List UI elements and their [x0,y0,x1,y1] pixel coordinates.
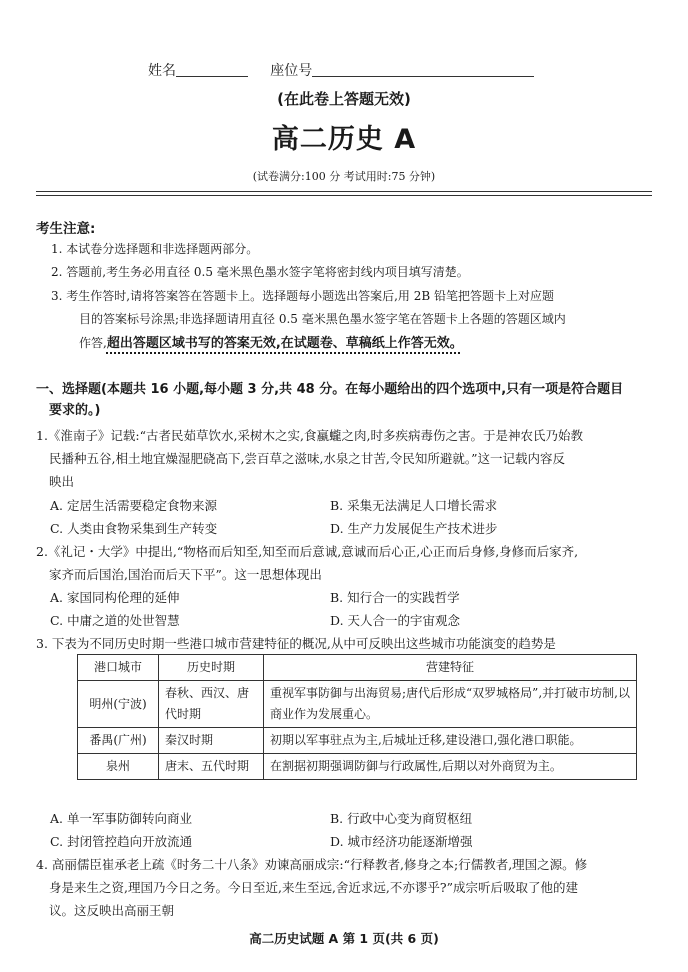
notice-item-2: 2. 答题前,考生务必用直径 0.5 毫米黑色墨水签字笔将密封线内项目填写清楚。 [51,265,469,279]
question-3-option-a[interactable]: A. 单一军事防御转向商业 [50,811,192,826]
notice-item-3-line2: 目的答案标号涂黑;非选择题请用直径 0.5 毫米黑色墨水签字笔在答题卡上各题的答题区域内 [79,312,566,326]
table-row [78,681,637,728]
table-cell-city: 泉州 [78,754,159,780]
table-header-row [78,655,637,681]
page-footer: 高二历史试题 A 第 1 页(共 6 页) [249,931,439,946]
header-fields [148,60,534,80]
question-1-option-a[interactable]: A. 定居生活需要稳定食物来源 [50,498,217,513]
table-header-city: 港口城市 [78,655,159,681]
question-2-line1: 2.《礼记・大学》中提出,“物格而后知至,知至而后意诚,意诚而后心正,心正而后身修,身修而后家齐, [36,544,579,559]
table-row [78,754,637,780]
table-row [78,728,637,754]
seat-label: 座位号 [270,63,313,79]
notice-item-3-line1: 3. 考生作答时,请将答案答在答题卡上。选择题每小题选出答案后,用 2B 铅笔把答题卡上对应题 [51,289,554,303]
question-4-line2: 身是来生之资,理国乃今日之务。今日至近,来生至远,舍近求远,不亦谬乎?”成宗听后吸取了他的建 [49,880,578,895]
question-3-line1: 3. 下表为不同历史时期一些港口城市营建特征的概况,从中可反映出这些城市功能演变的趋势是 [36,636,556,651]
question-3-option-d[interactable]: D. 城市经济功能逐渐增强 [330,834,473,849]
page-title: 高二历史 A [271,124,417,155]
table-cell-city: 明州(宁波) [78,681,159,728]
table-header-feature: 营建特征 [264,655,637,681]
name-label: 姓名 [148,63,176,79]
header-rule-thin [36,195,652,196]
table-header-period: 历史时期 [159,655,264,681]
question-2-option-d[interactable]: D. 天人合一的宇宙观念 [330,613,461,628]
notice-heading: 考生注意: [36,221,96,237]
seat-blank [312,62,534,77]
question-3-option-c[interactable]: C. 封闭管控趋向开放流通 [50,834,193,849]
table-cell-period: 唐末、五代时期 [159,754,264,780]
question-2-line2: 家齐而后国治,国治而后天下平”。这一思想体现出 [49,567,322,582]
notice-item-1: 1. 本试卷分选择题和非选择题两部分。 [51,242,259,256]
exam-info: (试卷满分:100 分 考试用时:75 分钟) [252,170,436,183]
question-1-option-d[interactable]: D. 生产力发展促生产技术进步 [330,521,498,536]
question-2-option-b[interactable]: B. 知行合一的实践哲学 [330,590,460,605]
table-cell-city: 番禺(广州) [78,728,159,754]
section-heading-cont: 要求的。) [49,403,101,418]
question-1-option-c[interactable]: C. 人类由食物采集到生产转变 [50,521,218,536]
notice-emphasis: 超出答题区域书写的答案无效,在试题卷、草稿纸上作答无效。 [106,336,463,351]
question-4-line1: 4. 高丽儒臣崔承老上疏《时务二十八条》劝谏高丽成宗:“行释教者,修身之本;行儒教者,理国之源。修 [36,857,588,872]
question-1-line2: 民播种五谷,相土地宜燥湿肥硗高下,尝百草之滋味,水泉之甘苦,令民知所避就。”这一记载内容反 [49,451,566,466]
section-heading: 一、选择题(本题共 16 小题,每小题 3 分,共 48 分。在每小题给出的四个选项中,只有一项是符合题目 [36,382,624,397]
question-2-option-c[interactable]: C. 中庸之道的处世智慧 [50,613,180,628]
question-3-table [77,654,637,780]
question-3-option-b[interactable]: B. 行政中心变为商贸枢纽 [330,811,473,826]
notice-item-3-line3 [79,332,463,351]
table-cell-period: 春秋、西汉、唐代时期 [159,681,264,728]
question-2-option-a[interactable]: A. 家国同构伦理的延伸 [50,590,180,605]
invalid-note: (在此卷上答题无效) [277,90,411,108]
notice-item-3-prefix: 作答, [79,336,107,350]
table-cell-feature: 初期以军事驻点为主,后城址迁移,建设港口,强化港口职能。 [264,728,637,754]
question-1-line3: 映出 [49,474,75,489]
question-1-line1: 1.《淮南子》记载:“古者民茹草饮水,采树木之实,食蠃蠬之肉,时多疾病毒伤之害。于是神农氏乃始教 [36,428,583,443]
name-blank [176,62,248,77]
question-4-line3: 议。这反映出高丽王朝 [49,903,175,918]
table-cell-period: 秦汉时期 [159,728,264,754]
header-rule-thick [36,191,652,192]
table-cell-feature: 在割据初期强调防御与行政属性,后期以对外商贸为主。 [264,754,637,780]
table-cell-feature: 重视军事防御与出海贸易;唐代后形成“双罗城格局”,并打破市坊制,以商业作为发展重心。 [264,681,637,728]
question-1-option-b[interactable]: B. 采集无法满足人口增长需求 [330,498,498,513]
